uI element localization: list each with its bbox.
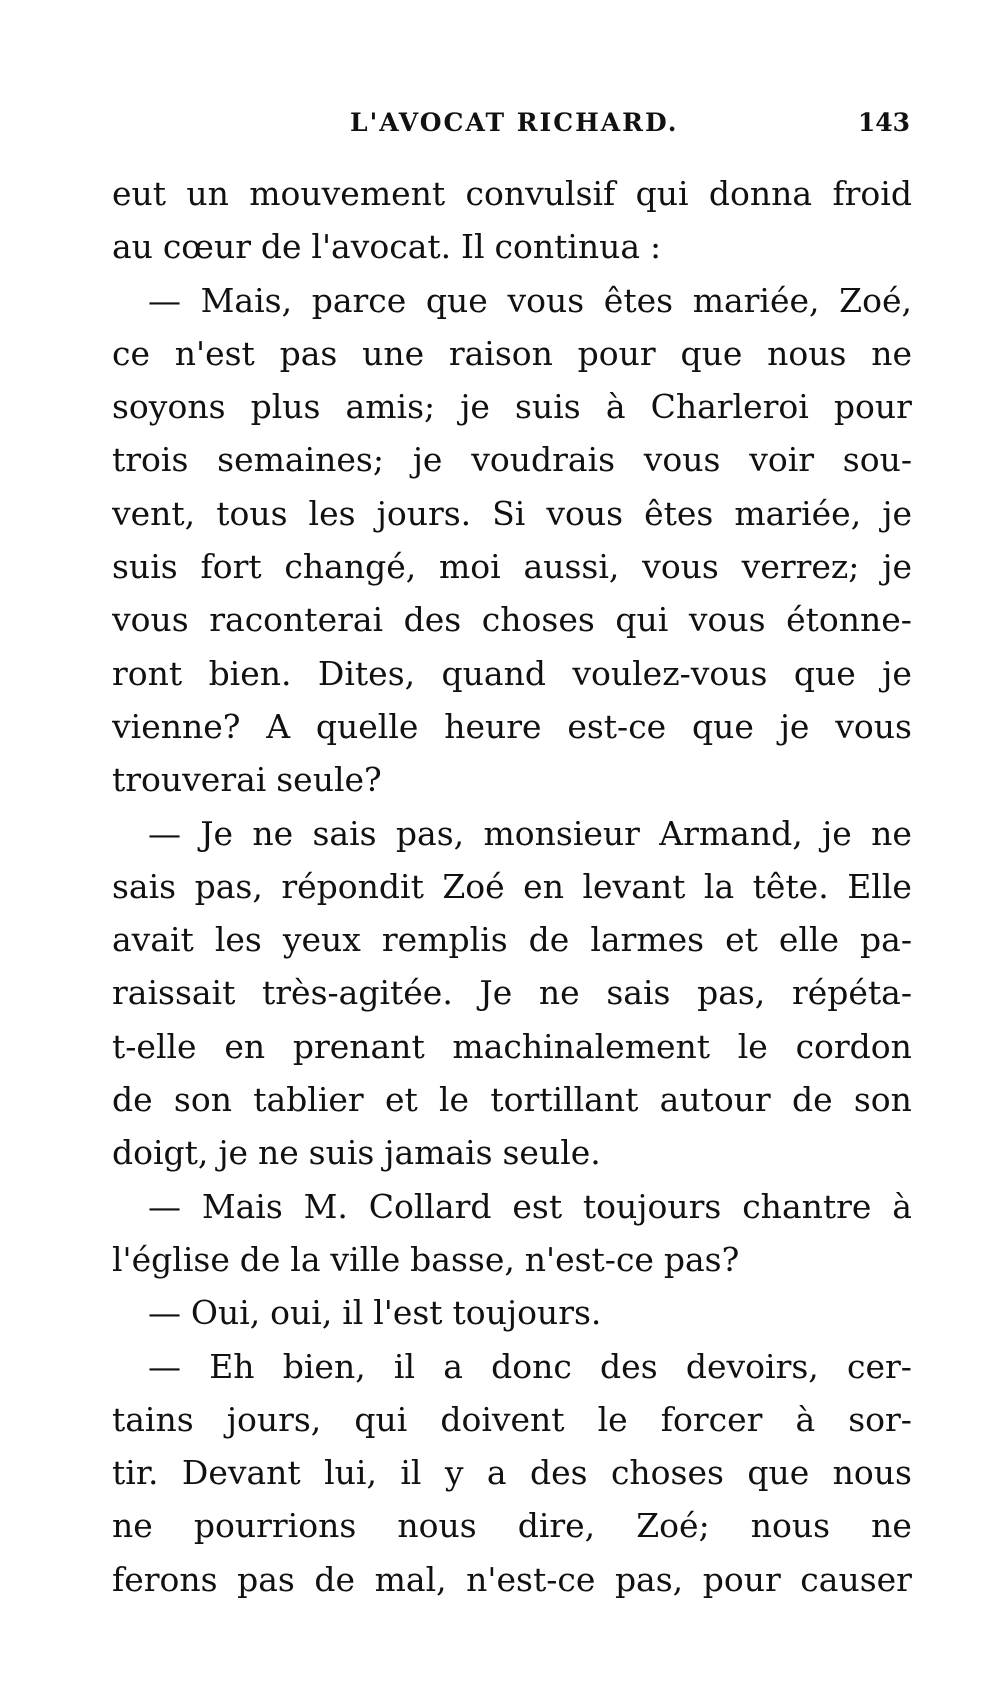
text-line [112, 1020, 912, 1073]
word: levant [582, 866, 686, 906]
word: l'avocat. [311, 227, 452, 267]
word: Devant [181, 1453, 301, 1493]
word: Eh [209, 1346, 255, 1386]
word: de [260, 227, 302, 267]
word: eut [112, 174, 167, 213]
word: vous [643, 440, 721, 480]
text-line [112, 1553, 912, 1606]
word: vent, [112, 493, 196, 533]
word: je [779, 706, 810, 746]
word: quand [441, 653, 546, 693]
word: êtes [603, 280, 674, 320]
word: pas? [663, 1239, 740, 1279]
word: chantre [742, 1186, 872, 1226]
word: yeux [282, 920, 361, 960]
word: suis [515, 387, 581, 427]
word: seule. [502, 1133, 601, 1173]
word: que [680, 333, 743, 373]
word: machinalement [452, 1026, 711, 1066]
word: de [791, 1080, 833, 1120]
word: — [148, 280, 181, 320]
word: amis; [345, 387, 436, 427]
word: nous [767, 333, 847, 373]
word: aussi, [523, 547, 620, 587]
word: il [342, 1293, 364, 1333]
word: A [266, 706, 291, 746]
word: le [737, 1026, 768, 1066]
word: n'est-ce [524, 1239, 654, 1279]
word: en [523, 866, 564, 906]
word: vienne? [112, 706, 241, 746]
word: convulsif [465, 174, 616, 213]
word: ne [257, 1133, 299, 1173]
word: cœur [162, 227, 251, 267]
word: cer- [846, 1346, 912, 1386]
text-line [112, 1126, 912, 1179]
word: il [393, 1346, 416, 1386]
word: Charleroi [650, 387, 809, 427]
word: tortillant [490, 1080, 639, 1120]
word: vous [546, 493, 624, 533]
word: pas, [194, 866, 263, 906]
word: remplis [381, 920, 508, 960]
word: Mais [201, 1186, 283, 1226]
word: Zoé [442, 866, 505, 906]
word: je [412, 440, 443, 480]
word: Elle [847, 866, 912, 906]
word: vous [507, 280, 585, 320]
word: de [112, 1080, 153, 1120]
word: je [822, 813, 852, 853]
word: soyons [112, 387, 226, 427]
word: pour [577, 333, 656, 373]
word: de [528, 920, 570, 960]
word: moi [439, 547, 501, 587]
text-line [112, 860, 912, 913]
word: la [290, 1239, 321, 1279]
word: elle [778, 920, 840, 960]
word: ne [538, 973, 580, 1013]
page-number: 143 [857, 108, 910, 137]
word: êtes [644, 493, 714, 533]
text-line [112, 220, 912, 273]
word: continua [494, 227, 641, 267]
text-line [112, 647, 912, 700]
word: raissait [112, 973, 236, 1013]
word: l'église [112, 1239, 230, 1279]
word: — [148, 1293, 181, 1333]
word: et [725, 920, 758, 960]
word: nous [832, 1453, 912, 1493]
word: la [703, 866, 735, 906]
word: froid [832, 174, 912, 213]
word: bien. [208, 653, 292, 693]
word: voir [749, 440, 815, 480]
word: jours. [376, 493, 472, 533]
word: de [239, 1239, 281, 1279]
word: Oui, [190, 1293, 261, 1333]
word: je [882, 547, 912, 587]
word: oui, [270, 1293, 333, 1333]
word: raconterai [209, 600, 384, 640]
word: les [214, 920, 262, 960]
word: pour [702, 1559, 781, 1599]
word: ville [330, 1239, 401, 1279]
word: voulez-vous [572, 653, 768, 693]
word: ne [871, 813, 912, 853]
word: sais [312, 813, 377, 853]
word: étonne- [786, 600, 912, 640]
word: je [460, 387, 490, 427]
word: t-elle [112, 1026, 197, 1066]
word: répéta- [791, 973, 912, 1013]
word: autour [659, 1080, 771, 1120]
text-line [112, 1446, 912, 1499]
word: mariée, [692, 280, 820, 320]
word: mal, [374, 1559, 447, 1599]
text-line [112, 753, 912, 806]
word: pas, [395, 813, 465, 853]
text-line [112, 1073, 912, 1126]
word: à [795, 1399, 816, 1439]
word: qui [354, 1399, 408, 1439]
word: heure [444, 706, 542, 746]
word: sais [606, 973, 671, 1013]
word: tous [216, 493, 288, 533]
word: que [425, 280, 488, 320]
word: le [439, 1080, 470, 1120]
word: pas [279, 333, 338, 373]
word: jamais [384, 1133, 493, 1173]
word: Zoé; [636, 1506, 710, 1546]
word: doivent [440, 1399, 565, 1439]
word: les [308, 493, 356, 533]
word: ne [252, 813, 294, 853]
word: tête. [752, 866, 829, 906]
word: le [597, 1399, 628, 1439]
word: cordon [795, 1026, 912, 1066]
text-line [112, 487, 912, 540]
word: il [400, 1453, 422, 1493]
word: pourrions [193, 1506, 357, 1546]
text-line [112, 274, 912, 327]
word: donna [708, 174, 813, 213]
word: répondit [281, 866, 424, 906]
word: ront [112, 653, 183, 693]
text-line [112, 1393, 912, 1446]
word: suis [308, 1133, 375, 1173]
word: des [529, 1453, 588, 1493]
word: prenant [292, 1026, 425, 1066]
word: Si [492, 493, 526, 533]
word: changé, [284, 547, 417, 587]
word: Il [461, 227, 485, 267]
word: que [747, 1453, 810, 1493]
word: très-agitée. [262, 973, 453, 1013]
word: je [218, 1133, 249, 1173]
word: basse, [410, 1239, 515, 1279]
text-line [112, 1180, 912, 1233]
word: est-ce [567, 706, 667, 746]
word: toujours. [452, 1293, 602, 1333]
word: ne [112, 1506, 153, 1546]
text-line [112, 807, 912, 860]
word: vous [112, 600, 189, 640]
word: trois [112, 440, 189, 480]
text-line [112, 433, 912, 486]
word: nous [750, 1506, 831, 1546]
word: son [853, 1080, 912, 1120]
word: choses [610, 1453, 724, 1493]
word: qui [615, 600, 669, 640]
word: — [148, 1186, 181, 1226]
text-line [112, 966, 912, 1019]
text-line [112, 380, 912, 433]
word: fort [200, 547, 262, 587]
word: : [650, 227, 662, 267]
word: que [793, 653, 856, 693]
word: sais [112, 866, 177, 906]
word: y [444, 1453, 464, 1493]
word: mouvement [249, 174, 446, 213]
word: ne [871, 1506, 912, 1546]
word: verrez; [741, 547, 860, 587]
word: M. [303, 1186, 348, 1226]
word: a [443, 1346, 463, 1386]
word: — [148, 1346, 181, 1386]
word: une [362, 333, 425, 373]
text-line [112, 327, 912, 380]
word: Je [200, 813, 234, 853]
word: avait [112, 920, 194, 960]
word: pas, [614, 1559, 684, 1599]
word: dire, [517, 1506, 596, 1546]
word: à [892, 1186, 912, 1226]
word: bien, [282, 1346, 366, 1386]
word: je [882, 653, 912, 693]
word: pas, [697, 973, 766, 1013]
word: nous [397, 1506, 477, 1546]
word: trouverai [112, 760, 267, 800]
text-line [112, 1340, 912, 1393]
word: Dites, [317, 653, 416, 693]
word: donc [491, 1346, 572, 1386]
word: forcer [660, 1399, 763, 1439]
word: Armand, [659, 813, 803, 853]
word: seule? [276, 760, 382, 800]
word: que [692, 706, 754, 746]
word: a [486, 1453, 507, 1493]
word: des [600, 1346, 658, 1386]
word: vous [642, 547, 719, 587]
word: tains [112, 1399, 194, 1439]
word: sou- [842, 440, 912, 480]
word: tir. [112, 1453, 159, 1493]
word: plus [250, 387, 321, 427]
word: quelle [315, 706, 419, 746]
word: l'est [373, 1293, 443, 1333]
word: semaines; [217, 440, 384, 480]
word: ce [112, 333, 151, 373]
word: Collard [368, 1186, 492, 1226]
word: — [148, 813, 181, 853]
word: je [882, 493, 912, 533]
word: jours, [226, 1399, 322, 1439]
word: qui [635, 174, 689, 213]
word: parce [311, 280, 407, 320]
text-line [112, 540, 912, 593]
word: Mais, [200, 280, 293, 320]
word: est [512, 1186, 563, 1226]
word: pa- [860, 920, 912, 960]
text-line [112, 913, 912, 966]
text-line [112, 1499, 912, 1552]
running-title: L'AVOCAT RICHARD. [350, 108, 679, 137]
word: ferons [112, 1559, 218, 1599]
word: Je [479, 973, 513, 1013]
text-line [112, 1286, 912, 1339]
body-text [112, 167, 912, 1606]
word: suis [112, 547, 178, 587]
word: causer [800, 1559, 912, 1599]
word: Zoé, [839, 280, 912, 320]
word: monsieur [483, 813, 640, 853]
word: pour [833, 387, 912, 427]
word: doigt, [112, 1133, 209, 1173]
text-line [112, 167, 912, 220]
text-line [112, 1233, 912, 1286]
word: mariée, [734, 493, 862, 533]
word: en [224, 1026, 266, 1066]
word: des [403, 600, 462, 640]
word: n'est-ce [466, 1559, 596, 1599]
word: son [173, 1080, 232, 1120]
word: et [384, 1080, 418, 1120]
running-header [110, 108, 910, 144]
word: vous [688, 600, 766, 640]
word: vous [835, 706, 912, 746]
word: un [186, 174, 229, 213]
word: à [605, 387, 626, 427]
word: toujours [582, 1186, 722, 1226]
word: pas [237, 1559, 295, 1599]
word: de [314, 1559, 356, 1599]
text-line [112, 593, 912, 646]
word: ne [871, 333, 912, 373]
word: au [112, 227, 153, 267]
word: voudrais [471, 440, 616, 480]
text-line [112, 700, 912, 753]
word: larmes [590, 920, 705, 960]
word: raison [448, 333, 553, 373]
word: devoirs, [685, 1346, 819, 1386]
word: sor- [848, 1399, 912, 1439]
word: n'est [174, 333, 255, 373]
word: tablier [253, 1080, 364, 1120]
word: choses [481, 600, 595, 640]
word: lui, [324, 1453, 377, 1493]
